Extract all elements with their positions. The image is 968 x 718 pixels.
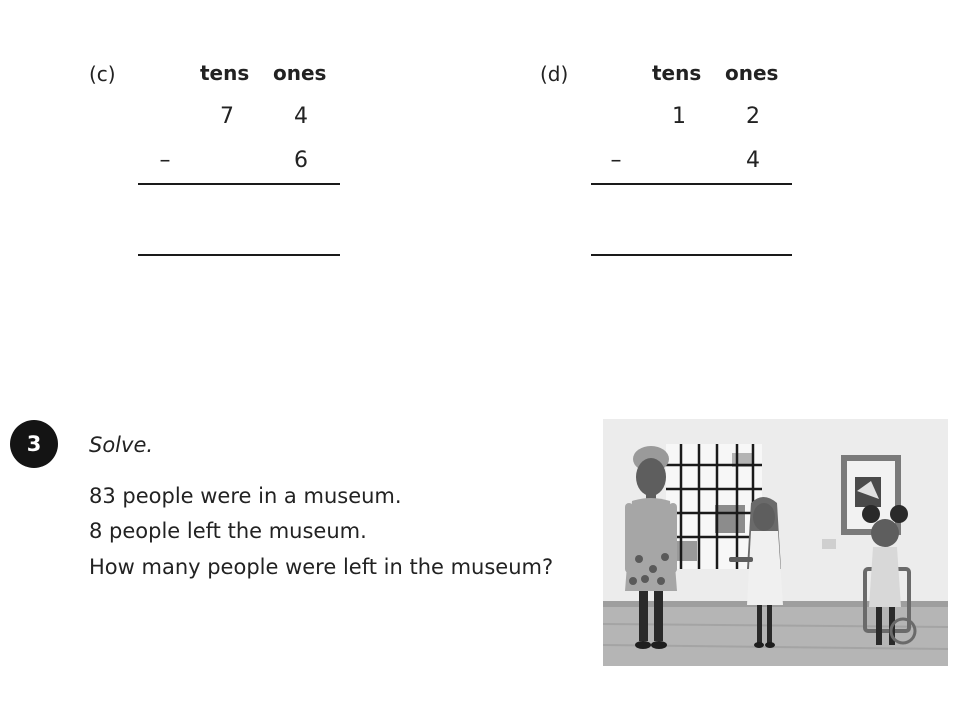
problem-c-answer-line[interactable] — [138, 254, 340, 256]
problem-c-tens-header: tens — [200, 61, 250, 85]
problem-c-label: (c) — [89, 62, 116, 86]
story-line-3: How many people were left in the museum? — [89, 555, 554, 579]
problem-d-subtraction-rule — [591, 183, 792, 185]
story-line-2: 8 people left the museum. — [89, 519, 367, 543]
wall-plaque — [822, 539, 836, 549]
problem-d-ones-header: ones — [725, 61, 779, 85]
question-number-badge: 3 — [10, 420, 58, 468]
museum-illustration — [603, 419, 948, 666]
problem-d-top-tens: 1 — [672, 104, 686, 129]
problem-d-answer-line[interactable] — [591, 254, 792, 256]
problem-c-top-ones: 4 — [294, 104, 308, 129]
problem-d-top-ones: 2 — [746, 104, 760, 129]
story-line-1: 83 people were in a museum. — [89, 484, 402, 508]
problem-d-minus-sign: – — [610, 148, 622, 173]
problem-c-bottom-ones: 6 — [294, 148, 308, 173]
problem-c-top-tens: 7 — [220, 104, 234, 129]
problem-d-tens-header: tens — [652, 61, 702, 85]
question-instruction: Solve. — [89, 433, 154, 457]
problem-d-bottom-ones: 4 — [746, 148, 760, 173]
problem-c-minus-sign: – — [159, 148, 171, 173]
problem-d-label: (d) — [540, 62, 569, 86]
problem-c-subtraction-rule — [138, 183, 340, 185]
problem-c-ones-header: ones — [273, 61, 327, 85]
grid-painting — [666, 444, 762, 569]
